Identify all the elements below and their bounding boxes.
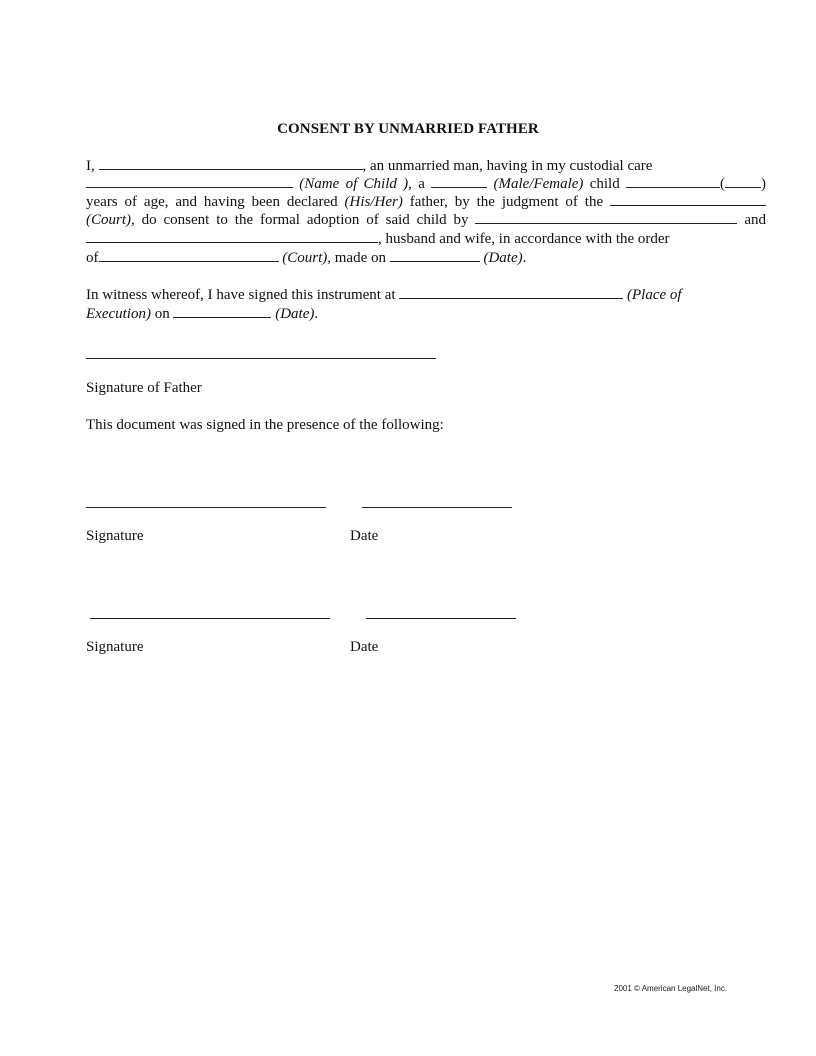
order-court-blank[interactable] <box>99 250 279 262</box>
paragraph2-line2: Execution) on (Date). <box>86 306 319 322</box>
adopter2-blank[interactable] <box>86 231 378 243</box>
paragraph1-line6: of (Court), made on (Date). <box>86 250 527 266</box>
witness1-signature-label: Signature <box>86 528 144 544</box>
father-name-blank[interactable] <box>99 158 363 170</box>
paragraph1-line5: , husband and wife, in accordance with the order <box>86 231 766 250</box>
child-age-number-blank[interactable] <box>725 176 761 188</box>
order-date-blank[interactable] <box>390 250 480 262</box>
witness1-date-label: Date <box>350 528 379 544</box>
paragraph1-line1: I, , an unmarried man, having in my custodial care <box>86 158 653 174</box>
paragraph1-line4: (Court), do consent to the formal adoption of said child by and <box>86 212 767 228</box>
gender-blank[interactable] <box>431 176 487 188</box>
paragraph2-line1: In witness whereof, I have signed this instrument at (Place of <box>86 287 682 303</box>
father-signature-label: Signature of Father <box>86 380 202 396</box>
child-name-blank[interactable] <box>86 176 293 188</box>
child-age-blank[interactable] <box>626 176 720 188</box>
paragraph1-line2: (Name of Child ), a (Male/Female) child ( ) <box>86 176 766 195</box>
witness2-signature-label: Signature <box>86 639 144 655</box>
witness2-date-label: Date <box>350 639 379 655</box>
witness2-date-line[interactable] <box>366 618 516 619</box>
witness1-signature-line[interactable] <box>86 507 326 508</box>
copyright-footer: 2001 © American LegalNet, Inc. <box>614 984 728 993</box>
paragraph1-line3: years of age, and having been declared (His/Her) father, by the judgment of the <box>86 194 766 213</box>
witness2-signature-line[interactable] <box>90 618 330 619</box>
judgment-court-blank[interactable] <box>610 194 766 206</box>
presence-statement: This document was signed in the presence of the following: <box>86 417 444 433</box>
adopter1-blank[interactable] <box>475 212 737 224</box>
place-of-execution-blank[interactable] <box>399 287 623 299</box>
execution-date-blank[interactable] <box>173 306 271 318</box>
witness1-date-line[interactable] <box>362 507 512 508</box>
document-title: CONSENT BY UNMARRIED FATHER <box>277 121 539 137</box>
father-signature-line[interactable] <box>86 358 436 359</box>
